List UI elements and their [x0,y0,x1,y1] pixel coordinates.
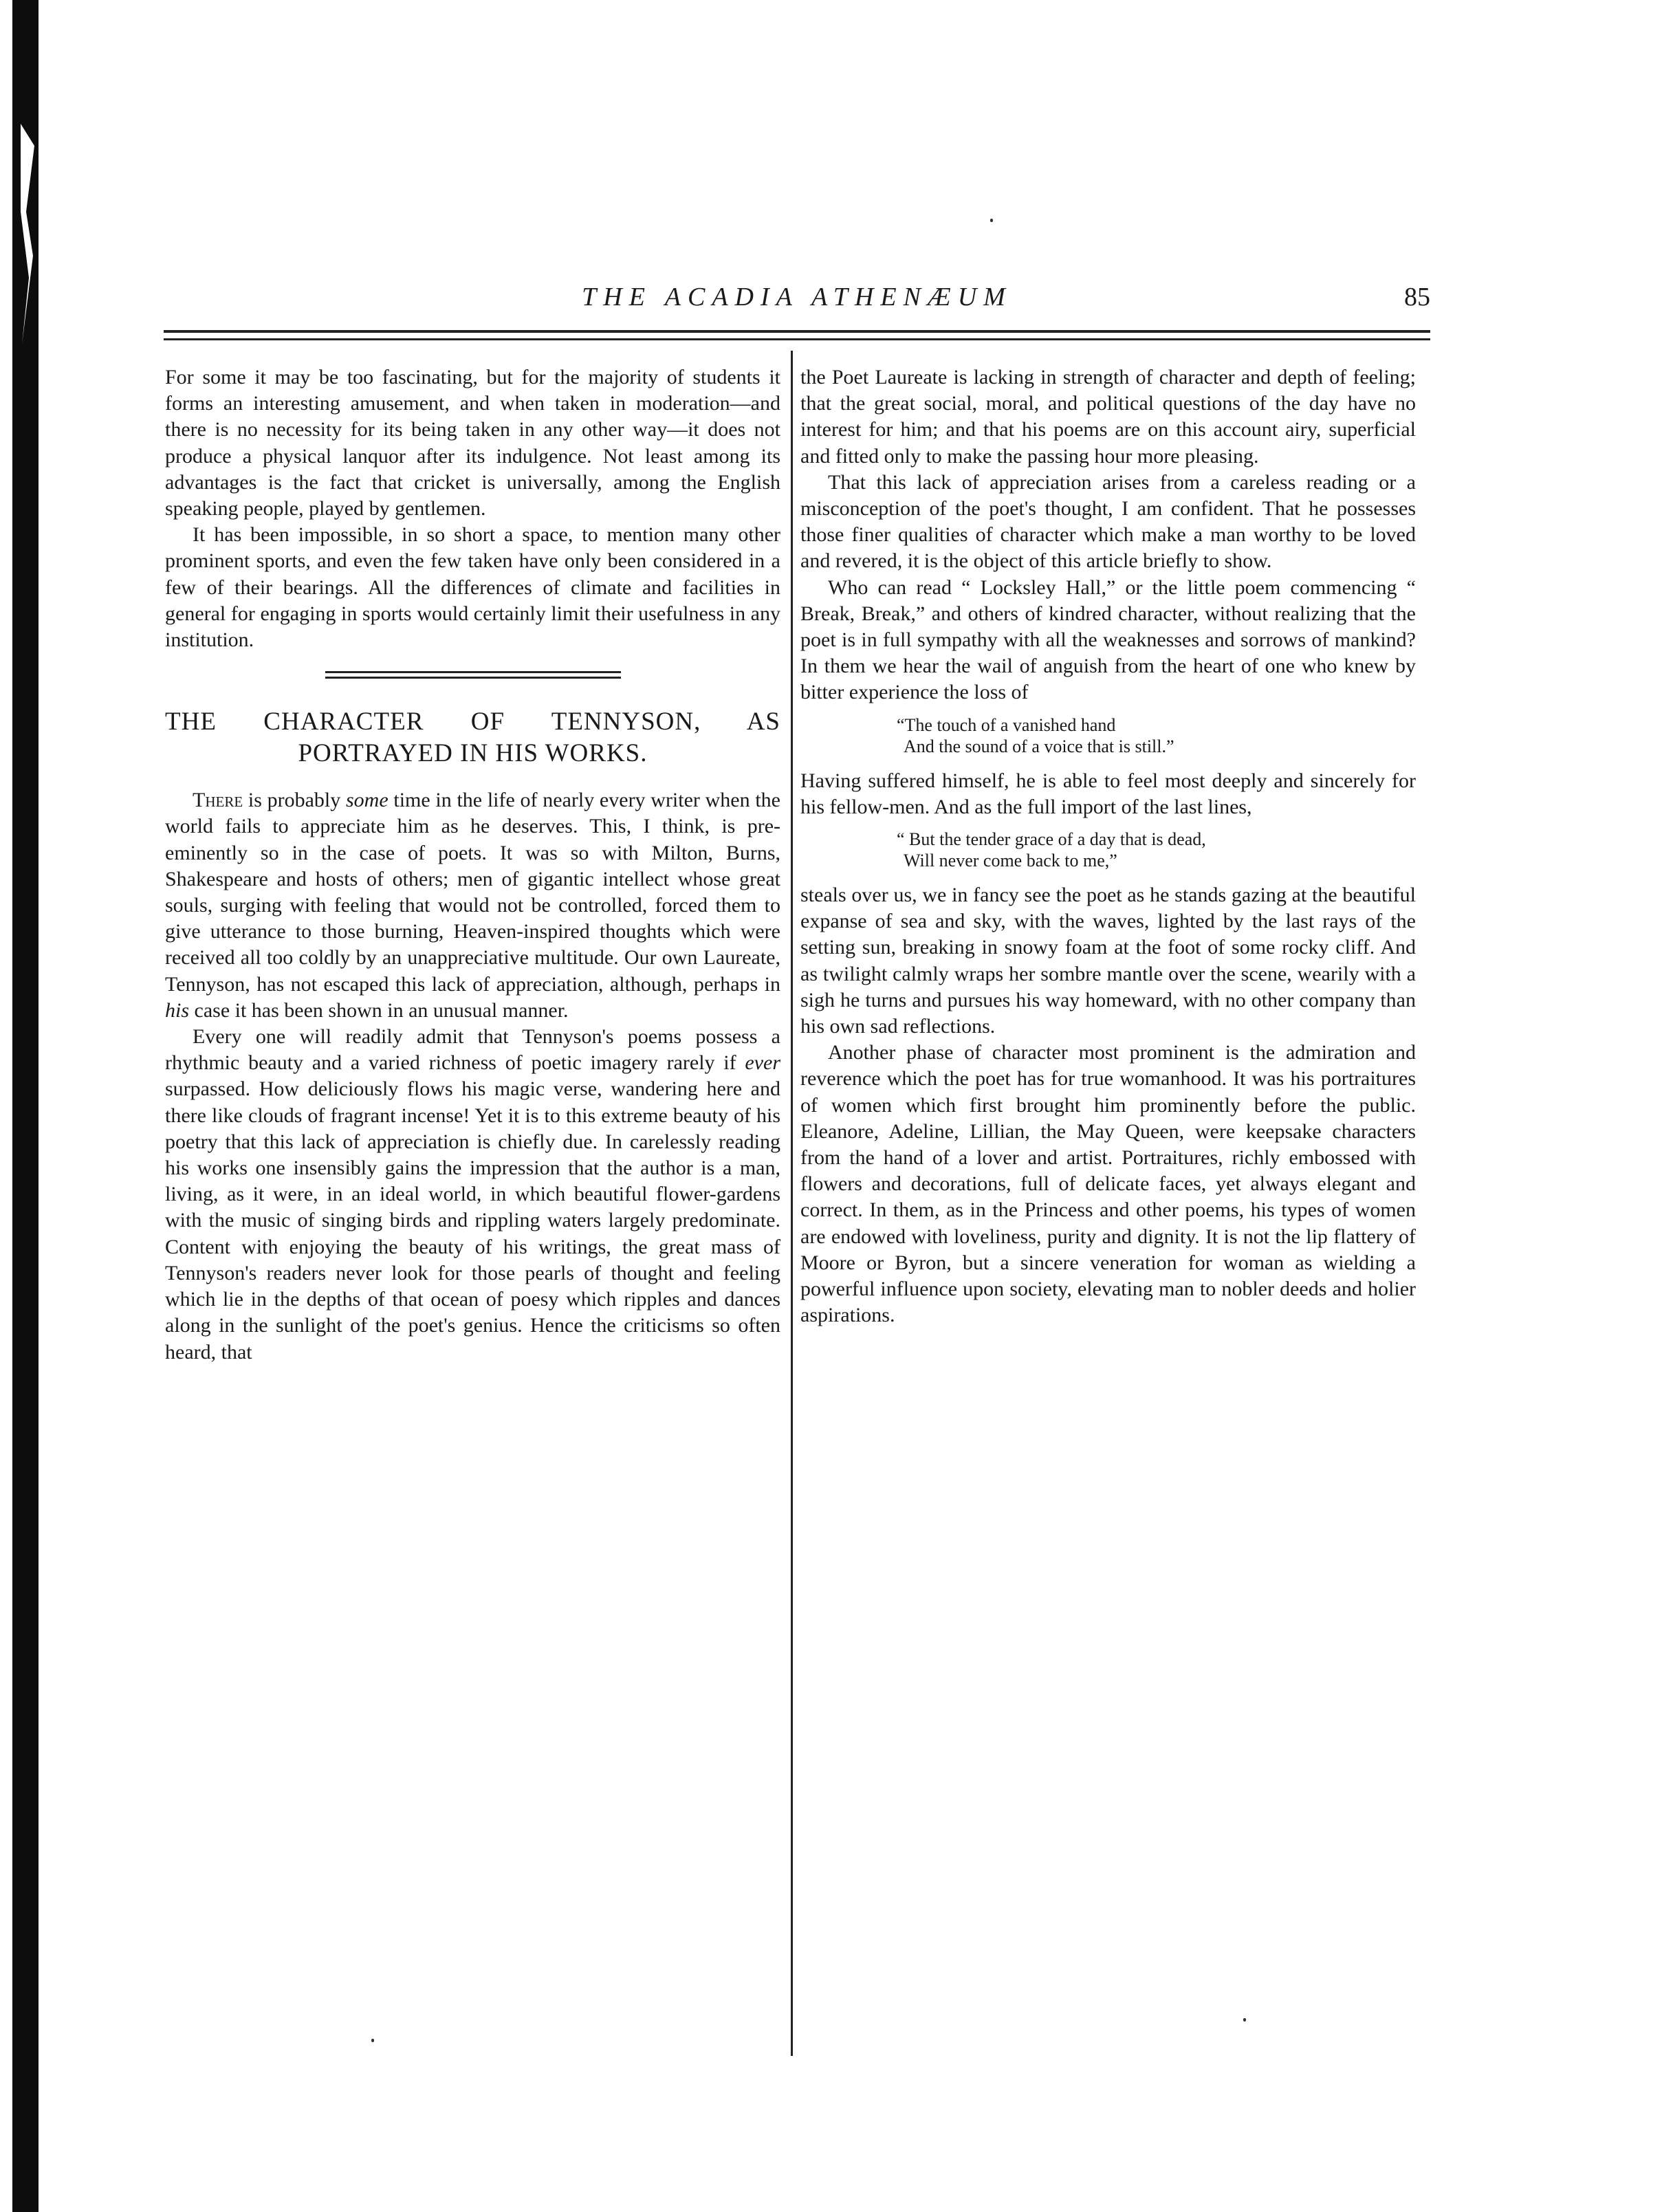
article-title-line: PORTRAYED IN HIS WORKS. [298,739,648,768]
paragraph: Another phase of character most prominent is the admiration and reverence which the poet has for true womanhood. It was his portraitures of women which first brought him prominently before the public. Eleanore, Adeline, Lillian, the May Queen, were keepsake characters from the hand of a lover and artist. Portraitures, richly embossed with flowers and decorations, full of delicate faces, yet always elegant and correct. In them, as in the Princess and other poems, his types of women are endowed with loveliness, purity and dignity. It is not the lip flattery of Moore or Byron, but a sincere veneration for woman as wielding a powerful influence upon society, elevating man to nobler deeds and holier aspirations. [800,1041,1416,1327]
header-rule-bottom [164,338,1430,340]
verse-quote [897,714,1416,757]
text-run: case it has been shown in an unusual manner. [189,998,569,1022]
page-number: 85 [1404,283,1430,311]
text-run: Every one will readily admit that Tennyson's poems possess a rhythmic beauty and a varied richness of poetic imagery rarely if [165,1025,780,1075]
paragraph [165,787,780,1024]
verse-quote [897,829,1416,871]
emphasis: his [165,998,190,1022]
text-run: time in the life of nearly every writer when the world fails to appreciate him as he deserves. This, I think, is pre-eminently so in the case of poets. It was so with Milton, Burns, Shakespeare and hosts of others; men of gigantic intellect whose great souls, surging with feeling that would not be controlled, forced them to give utterance to those burning, Heaven-inspired thoughts which were received all too coldly by an unappreciative multitude. Our own Laureate, Tennyson, has not escaped this lack of appreciation, although, perhaps in [165,789,780,996]
verse-line: Will never come back to me,” [904,851,1117,871]
article-title-line: THE CHARACTER OF TENNYSON, AS [165,708,780,736]
header-rule-top [164,330,1430,333]
verse-line: “The touch of a vanished hand [897,714,1116,735]
drop-word: There [193,789,243,812]
scan-speck [371,2039,374,2042]
article-title [165,706,780,769]
verse-line: And the sound of a voice that is still.” [904,736,1174,756]
paragraph: Who can read “ Locksley Hall,” or the little poem commencing “ Break, Break,” and others of kindred character, without realizing that the poet is in full sympathy with all the weaknesses and sorrows of mankind? In them we hear the wail of anguish from the heart of one who knew by bitter experience the loss of [800,576,1416,704]
left-column [165,364,780,1366]
paragraph: Having suffered himself, he is able to feel most deeply and sincerely for his fellow-men. And as the full import of the last lines, [800,769,1416,818]
paragraph: the Poet Laureate is lacking in strength of character and depth of feeling; that the great social, moral, and political questions of the day have no interest for him; and that his poems are on this account airy, superficial and fitted only to make the passing hour more pleasing. [800,366,1416,468]
paragraph: For some it may be too fascinating, but for the majority of students it forms an interesting amusement, and when taken in moderation—and there is no necessity for its being taken in any other way—it does not produce a physical lanquor after its indulgence. Not least among its advantages is the fact that cricket is universally, among the English speaking people, played by gentlemen. [165,366,780,521]
verse-line: “ But the tender grace of a day that is dead, [897,829,1206,850]
section-divider [325,671,621,679]
paragraph: steals over us, we in fancy see the poet as he stands gazing at the beautiful expanse of sea and sky, with the waves, lighted by the last rays of the setting sun, breaking in snowy foam at the foot of some rocky cliff. And as twilight calmly wraps her sombre mantle over the scene, wearily with a sigh he turns and pursues his way homeward, with no other company than his own sad reflections. [800,884,1416,1038]
scan-speck [990,219,993,222]
journal-title: THE ACADIA ATHENÆUM [582,283,1012,311]
text-run: surpassed. How deliciously flows his magic verse, wandering here and there like clouds of fragrant incense! Yet it is to this extreme beauty of his poetry that this lack of appreciation is chiefly due. In carelessly reading his works one insensibly gains the impression that the author is a man, living, as it were, in an ideal world, in which beautiful flower-gardens with the music of singing birds and rippling waters largely predominate. Content with enjoying the beauty of his writings, the great mass of Tennyson's readers never look for those pearls of thought and feeling which lie in the depths of that ocean of poesy which ripples and dances along in the sunlight of the poet's genius. Hence the criticisms so often heard, that [165,1077,780,1364]
right-column [800,364,1416,1329]
paragraph: That this lack of appreciation arises from a careless reading or a misconception of the poet's thought, I am confident. That he possesses those finer qualities of character which make a man worthy to be loved and revered, it is the object of this article briefly to show. [800,470,1416,573]
binding-edge [12,0,39,2212]
emphasis: some [345,789,389,812]
running-header [164,282,1430,323]
paragraph: It has been impossible, in so short a space, to mention many other prominent sports, and even the few taken have only been considered in a few of their bearings. All the differences of climate and facilities in general for engaging in sports would certainly limit their usefulness in any institution. [165,523,780,652]
paragraph [165,1024,780,1366]
emphasis: ever [745,1051,780,1075]
column-divider [791,351,793,2056]
scan-speck [1243,2018,1246,2022]
text-run: is probably [243,789,346,812]
